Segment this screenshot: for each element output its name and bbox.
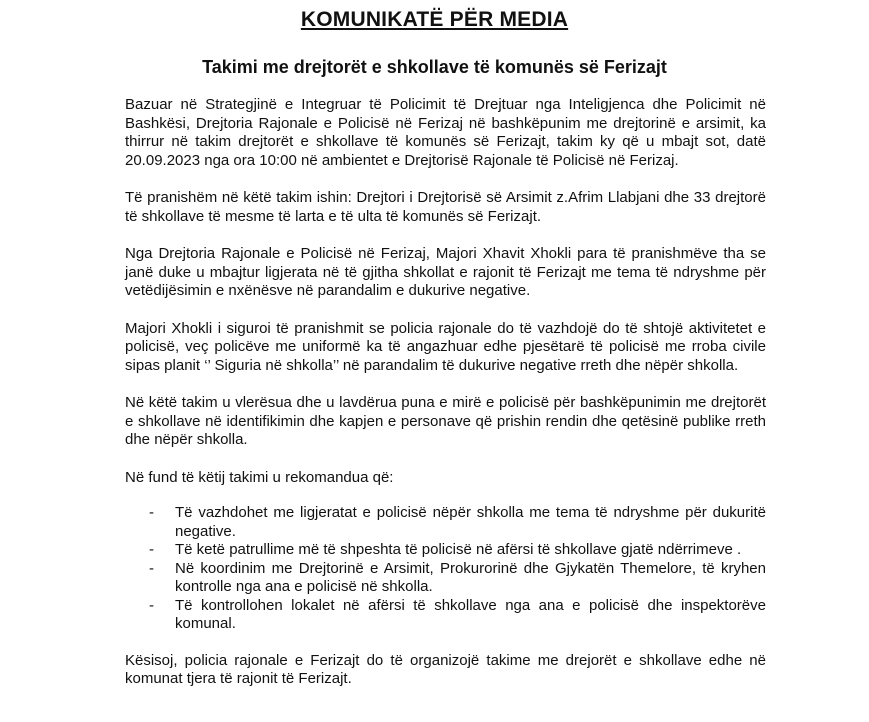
bullet-dash: - [149,541,154,558]
recommendation-item [149,559,766,597]
paragraph-recommendations-intro: Në fund të këtij takimi u rekomandua që: [125,468,394,486]
paragraph-closing: Kësisoj, policia rajonale e Ferizajt do të organizojë takime me drejorët e shkollave edhe në komunat tjera të rajonit të Ferizajt. [125,651,766,687]
recommendation-text: Në koordinim me Drejtorinë e Arsimit, Prokurorinë dhe Gjykatën Themelore, të kryhen kontrolle nga ana e policisë në shkolla. [175,559,766,595]
paragraph-attendees: Të pranishëm në këtë takim ishin: Drejtori i Drejtorisë së Arsimit z.Afrim Llabjani dhe 33 drejtorë të shkollave të mesme të larta e të ulta të komunës së Ferizajt. [125,189,766,225]
paragraph-praise: Në këtë takim u vlerësua dhe u lavdërua puna e mirë e policisë për bashkëpunimin me drejtorët e shkollave në identifikimin dhe kapjen e personave që prishin rendin dhe qetësinë publike rreth dhe nëpër shkolla. [125,394,766,448]
document-title: KOMUNIKATË PËR MEDIA [300,8,569,31]
bullet-dash: - [149,596,154,614]
paragraph-lectures: Nga Drejtoria Rajonale e Policisë në Ferizaj, Majori Xhavit Xhokli para të pranishmëve tha se janë duke u mbajtur ligjerata në të gjitha shkollat e rajonit të Ferizajt me tema të ndryshme për vetëdijësimin e nxënësve në parandalim e dukurive negative. [125,245,766,299]
recommendation-item [149,504,766,541]
recommendation-item [149,596,766,634]
recommendation-text: Të ketë patrullime më të shpeshta të policisë në afërsi të shkollave gjatë ndërrimeve . [175,541,742,558]
recommendation-text: Të vazhdohet me ligjeratat e policisë nëpër shkolla me tema të ndryshme për dukuritë negative. [175,504,766,540]
recommendation-item [149,541,766,560]
document-body [125,96,766,708]
paragraph-strategy: Bazuar në Strategjinë e Integruar të Policimit të Drejtuar nga Inteligjenca dhe Policimit në Bashkësi, Drejtoria Rajonale e Policisë në Ferizaj në bashkëpunim me drejtorinë e arsimit, ka thirrur në takim drejtorët e shkollave të komunës së Ferizajt, takim ky që u mbajt sot, datë 20.09.2023 nga ora 10:00 në ambientet e Drejtorisë Rajonale të Policisë në Ferizaj. [125,96,766,169]
document-subtitle: Takimi me drejtorët e shkollave të komunës së Ferizajt [202,57,667,77]
paragraph-assurance: Majori Xhokli i siguroi të pranishmit se policia rajonale do të vazhdojë do të shtojë aktivitetet e policisë, veç policëve me uniformë ka të angazhuar edhe pjesëtarë të policisë me rroba civile sipas planit ‘’ Siguria në shkolla’’ në parandalim të dukurive negative rreth dhe nëpër shkolla. [125,319,766,374]
bullet-dash: - [149,559,154,577]
recommendation-text: Të kontrollohen lokalet në afërsi të shkollave nga ana e policisë dhe inspektorëve komunal. [175,596,766,632]
recommendations-list [125,504,766,634]
bullet-dash: - [149,504,154,521]
